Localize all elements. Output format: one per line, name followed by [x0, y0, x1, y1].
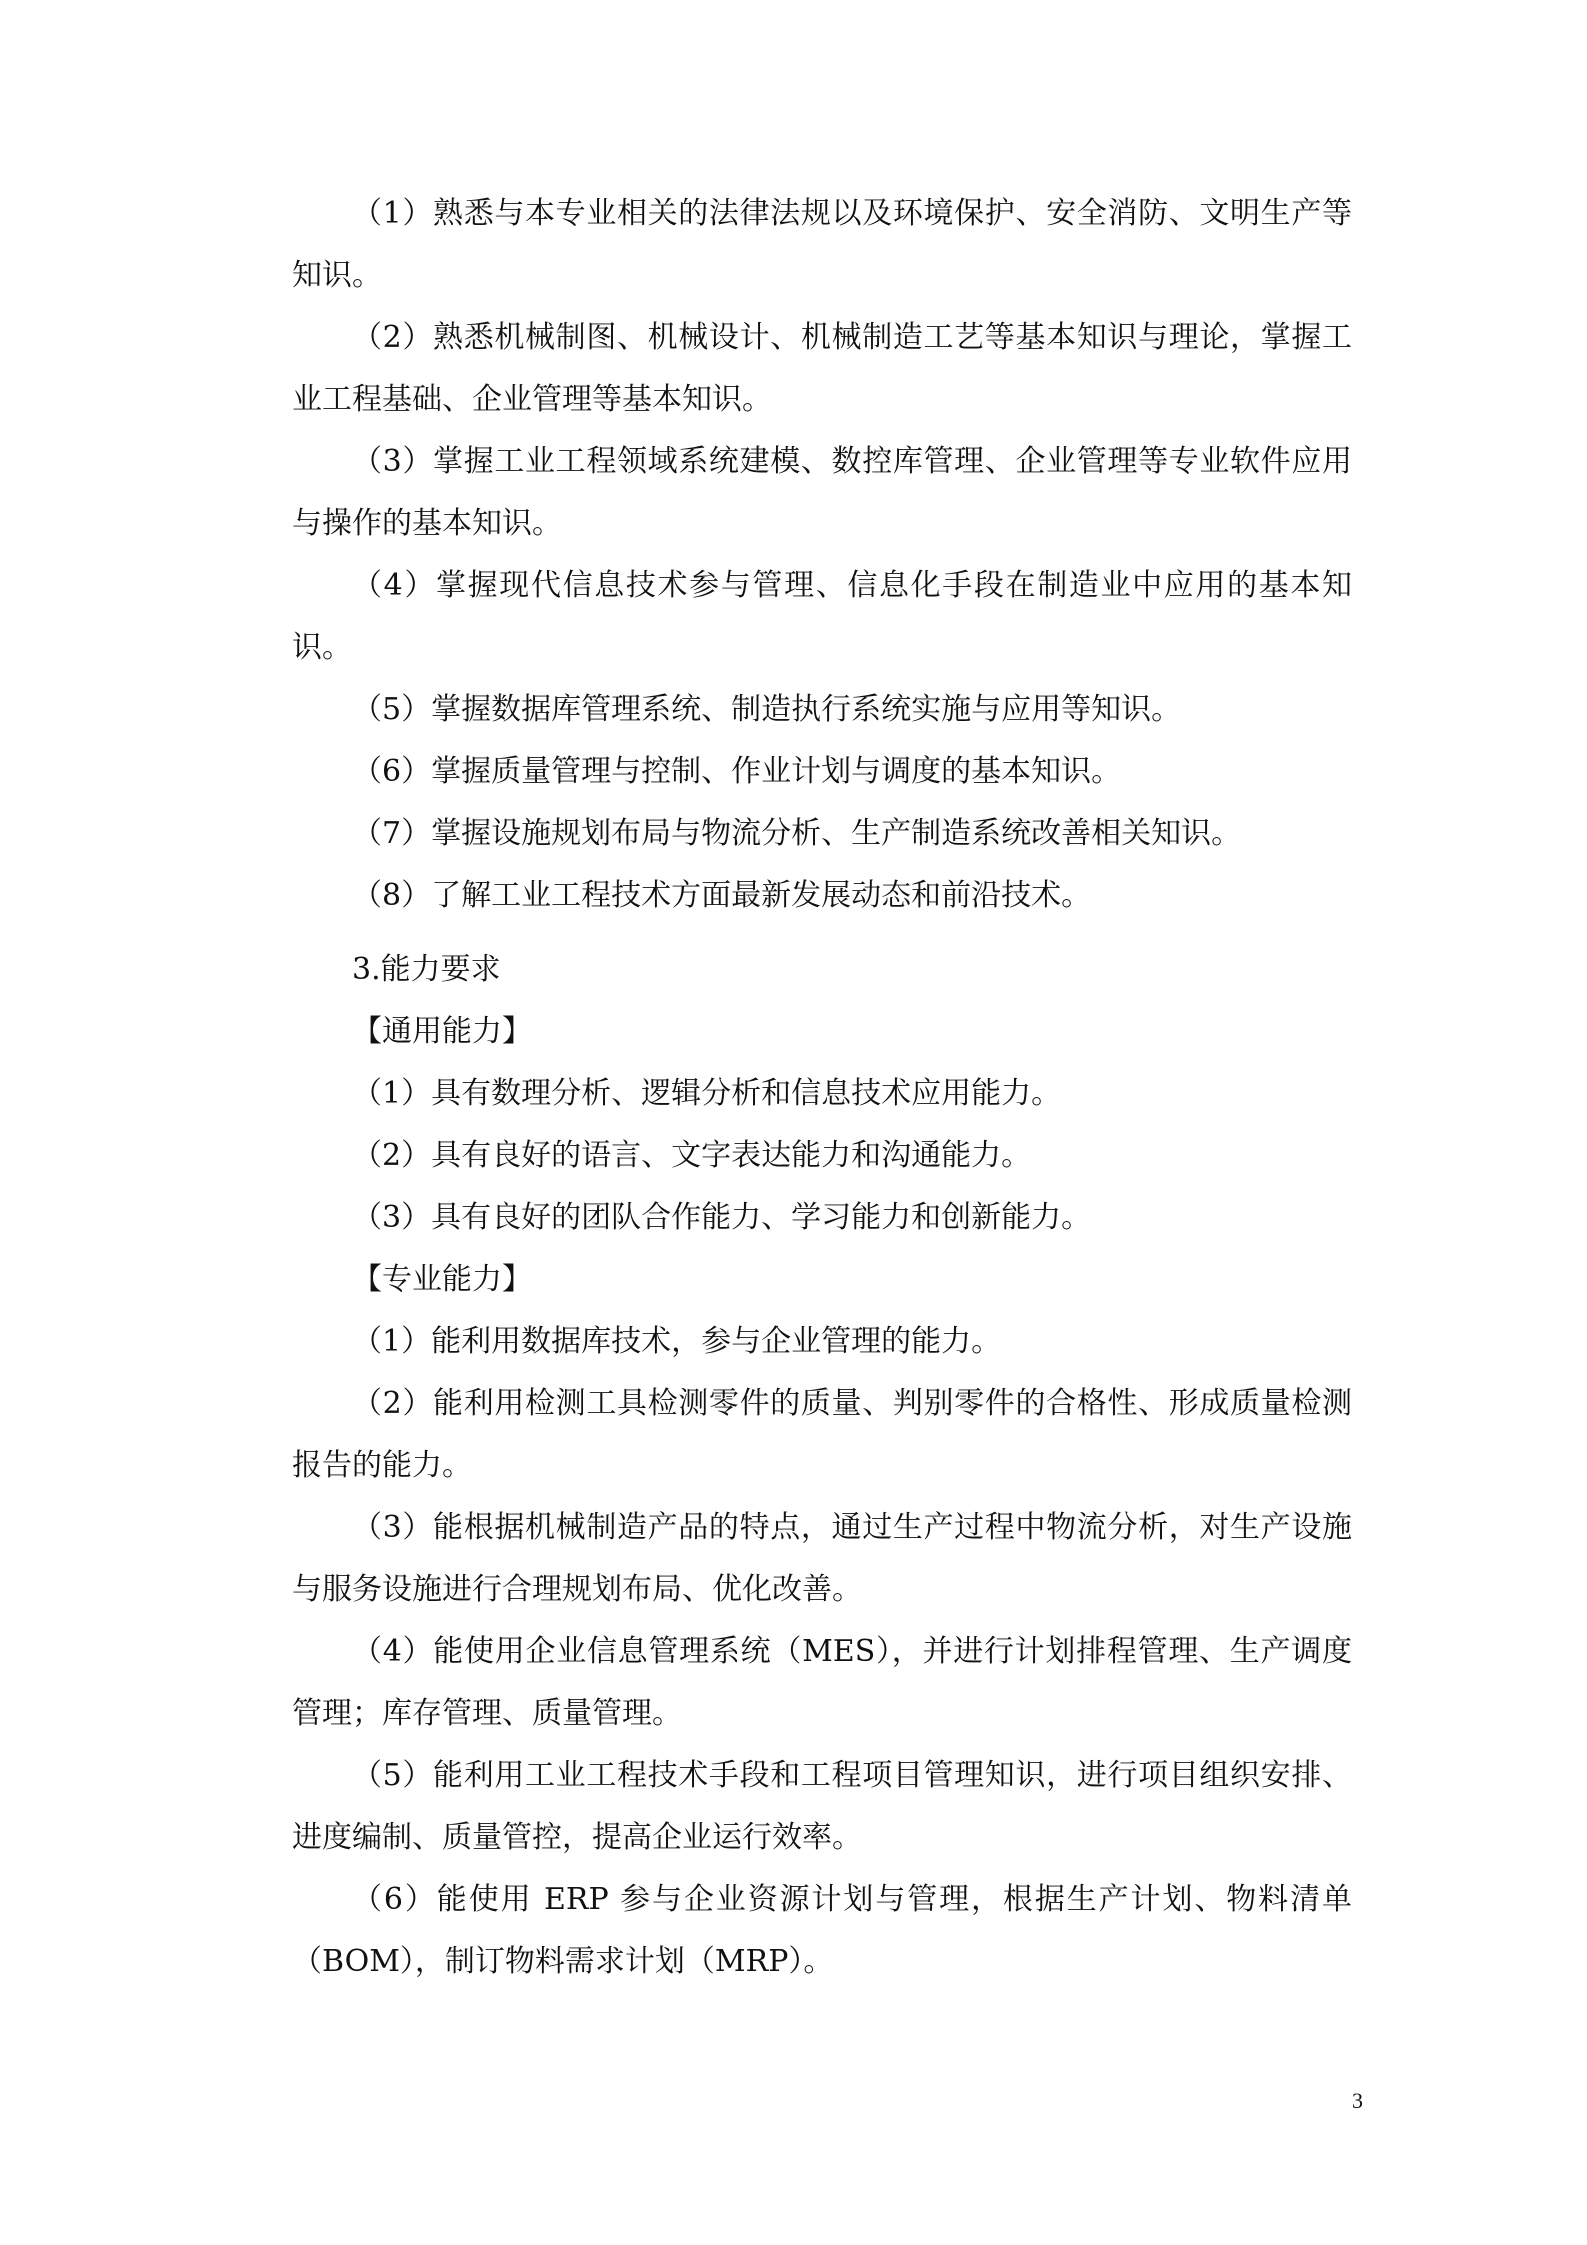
professional-ability-item-4: （4）能使用企业信息管理系统（MES），并进行计划排程管理、生产调度管理；库存管理、质量管理。 [292, 1634, 1352, 1731]
professional-ability-item-1: （1）能利用数据库技术，参与企业管理的能力。 [352, 1324, 1002, 1359]
knowledge-item-8: （8）了解工业工程技术方面最新发展动态和前沿技术。 [352, 878, 1092, 913]
section-heading-ability: 3.能力要求 [352, 952, 501, 987]
knowledge-item-7: （7）掌握设施规划布局与物流分析、生产制造系统改善相关知识。 [352, 816, 1242, 851]
knowledge-item-4: （4）掌握现代信息技术参与管理、信息化手段在制造业中应用的基本知识。 [292, 568, 1352, 665]
knowledge-item-5: （5）掌握数据库管理系统、制造执行系统实施与应用等知识。 [352, 692, 1182, 727]
professional-ability-item-2: （2）能利用检测工具检测零件的质量、判别零件的合格性、形成质量检测报告的能力。 [292, 1386, 1352, 1483]
professional-ability-item-3: （3）能根据机械制造产品的特点，通过生产过程中物流分析，对生产设施与服务设施进行合理规划布局、优化改善。 [292, 1510, 1352, 1607]
knowledge-item-6: （6）掌握质量管理与控制、作业计划与调度的基本知识。 [352, 754, 1122, 789]
page-content [292, 183, 1352, 1993]
general-ability-label: 【通用能力】 [352, 1014, 532, 1049]
professional-ability-item-5: （5）能利用工业工程技术手段和工程项目管理知识，进行项目组织安排、进度编制、质量管控，提高企业运行效率。 [292, 1758, 1352, 1855]
knowledge-item-1: （1）熟悉与本专业相关的法律法规以及环境保护、安全消防、文明生产等知识。 [292, 196, 1352, 293]
knowledge-item-2: （2）熟悉机械制图、机械设计、机械制造工艺等基本知识与理论，掌握工业工程基础、企业管理等基本知识。 [292, 320, 1352, 417]
general-ability-item-2: （2）具有良好的语言、文字表达能力和沟通能力。 [352, 1138, 1032, 1173]
professional-ability-label: 【专业能力】 [352, 1262, 532, 1297]
professional-ability-item-6: （6）能使用 ERP 参与企业资源计划与管理，根据生产计划、物料清单（BOM），制订物料需求计划（MRP）。 [292, 1882, 1352, 1979]
general-ability-item-1: （1）具有数理分析、逻辑分析和信息技术应用能力。 [352, 1076, 1062, 1111]
page-number: 3 [1352, 2088, 1363, 2113]
general-ability-item-3: （3）具有良好的团队合作能力、学习能力和创新能力。 [352, 1200, 1092, 1235]
knowledge-item-3: （3）掌握工业工程领域系统建模、数控库管理、企业管理等专业软件应用与操作的基本知识。 [292, 444, 1352, 541]
